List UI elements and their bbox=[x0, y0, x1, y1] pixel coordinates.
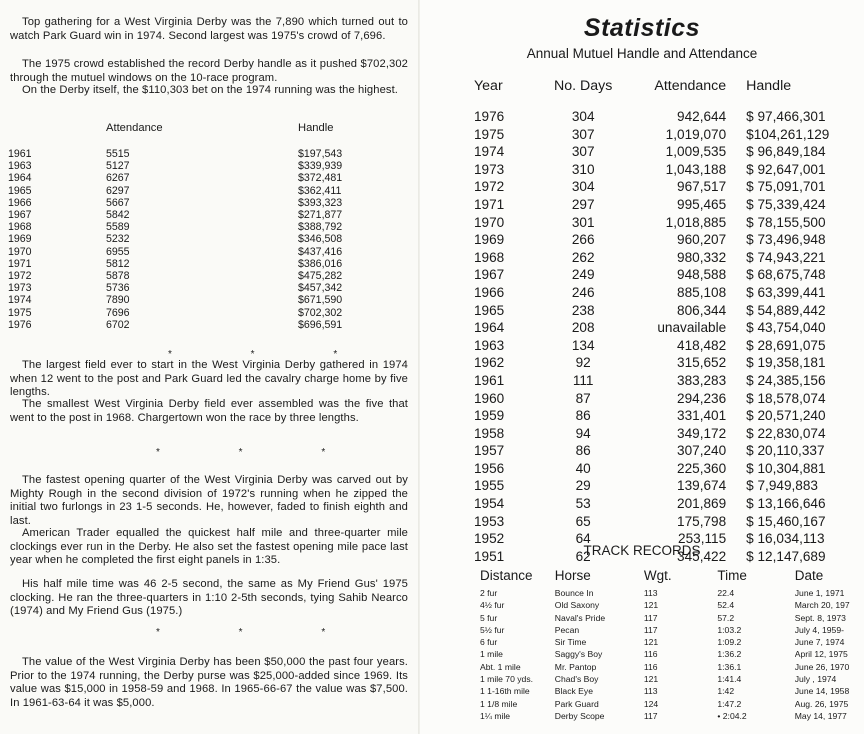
table-cell: 1974 bbox=[474, 144, 505, 160]
table-cell: 5812 bbox=[106, 257, 130, 270]
table-cell: 1973 bbox=[8, 282, 32, 295]
table-cell: 65 bbox=[575, 513, 591, 529]
table-cell: 294,236 bbox=[677, 390, 727, 406]
paragraph-derby-bet: On the Derby itself, the $110,303 bet on the 1974 running was the highest. bbox=[22, 84, 399, 96]
section-separator: * * * bbox=[156, 627, 364, 638]
table-cell: 1:03.2 bbox=[717, 624, 742, 635]
table-cell: $ 16,034,113 bbox=[746, 531, 825, 547]
table-cell: 1957 bbox=[474, 443, 505, 459]
table-cell: 1964 bbox=[8, 172, 32, 185]
table-cell: 980,332 bbox=[677, 249, 727, 265]
table-cell: June 14, 1958 bbox=[794, 686, 850, 697]
table-row bbox=[474, 390, 864, 408]
table-cell: 1958 bbox=[474, 425, 505, 441]
paragraph-record-handle: The 1975 crowd established the record Derby handle as it pushed $702,302 through the mutuel windows on the 10-race program. bbox=[10, 58, 408, 84]
table-cell: 1962 bbox=[474, 355, 505, 371]
table-cell: 5878 bbox=[106, 270, 130, 283]
table-row bbox=[480, 624, 864, 636]
table-cell: $ 78,155,500 bbox=[746, 214, 826, 230]
table-cell: $ 13,166,646 bbox=[746, 496, 826, 512]
table-cell: Saggy's Boy bbox=[554, 649, 603, 660]
table-header-row bbox=[474, 78, 864, 108]
table-cell: $ 43,754,040 bbox=[746, 320, 826, 336]
right-page bbox=[420, 0, 864, 734]
table-cell: 113 bbox=[643, 588, 658, 598]
table-cell: July 4, 1959- bbox=[794, 624, 844, 635]
table-cell: 1976 bbox=[8, 318, 32, 331]
table-cell: 1,043,188 bbox=[665, 161, 727, 177]
table-cell: June 7, 1974 bbox=[794, 637, 845, 648]
table-cell: 307 bbox=[571, 144, 595, 160]
table-cell: 307,240 bbox=[677, 443, 727, 459]
table-row bbox=[8, 294, 398, 306]
table-cell: 6297 bbox=[106, 184, 130, 197]
table-row bbox=[474, 214, 864, 232]
table-cell: 1974 bbox=[8, 294, 32, 307]
table-cell: 310 bbox=[571, 161, 595, 177]
table-cell: 1968 bbox=[474, 249, 505, 265]
table-cell: $ 20,571,240 bbox=[746, 408, 826, 424]
table-cell: 117 bbox=[643, 624, 658, 635]
table-cell: 304 bbox=[571, 109, 595, 124]
table-cell: 1961 bbox=[8, 148, 32, 160]
table-cell: $197,543 bbox=[298, 148, 343, 160]
page-subtitle: Annual Mutuel Handle and Attendance bbox=[526, 46, 758, 61]
table-cell: 315,652 bbox=[677, 355, 727, 371]
table-row bbox=[8, 160, 398, 172]
table-cell: 5589 bbox=[106, 221, 130, 234]
paragraph-largest-field: The largest field ever to start in the West Virginia Derby gathered in 1974 when 12 went to the post and Park Guard led the cavalry charge home by five lengths. bbox=[10, 359, 408, 399]
table-cell: $ 12,147,689 bbox=[746, 548, 826, 564]
table-cell: 62 bbox=[575, 548, 591, 564]
table-cell: $ 24,385,156 bbox=[746, 372, 826, 388]
table-cell: 5842 bbox=[106, 209, 130, 222]
table-cell: 238 bbox=[571, 302, 595, 318]
paragraph-smallest-field: The smallest West Virginia Derby field ever assembled was the five that went to the post in 1968. Chargertown won the race by three lengths. bbox=[10, 398, 408, 424]
table-cell: 5127 bbox=[106, 160, 130, 173]
table-cell: 1¼ mile bbox=[480, 710, 511, 721]
table-cell: $ 63,399,441 bbox=[746, 284, 826, 300]
mutuel-handle-table bbox=[474, 78, 864, 565]
table-cell: 942,644 bbox=[677, 109, 727, 124]
table-cell: $ 22,830,074 bbox=[746, 425, 826, 441]
table-cell: $ 15,460,167 bbox=[746, 513, 826, 529]
table-cell: 116 bbox=[643, 649, 658, 660]
table-cell: Black Eye bbox=[554, 686, 593, 697]
table-row bbox=[474, 477, 864, 495]
table-cell: 4½ fur bbox=[480, 600, 505, 611]
table-cell: June 1, 1971 bbox=[794, 588, 845, 598]
attendance-header: Attendance bbox=[654, 78, 727, 94]
table-cell: $ 18,578,074 bbox=[746, 390, 826, 406]
record-rows bbox=[480, 587, 864, 722]
table-row bbox=[480, 698, 864, 710]
table-cell: $671,590 bbox=[298, 294, 343, 307]
table-cell: $ 96,849,184 bbox=[746, 144, 826, 160]
table-cell: $ 75,339,424 bbox=[746, 196, 826, 212]
table-cell: 1969 bbox=[8, 233, 32, 246]
table-cell: $437,416 bbox=[298, 245, 343, 258]
left-page bbox=[0, 0, 420, 734]
table-row bbox=[474, 337, 864, 355]
table-cell: Abt. 1 mile bbox=[480, 661, 521, 672]
table-cell: $ 10,304,881 bbox=[746, 460, 826, 476]
table-cell: Pecan bbox=[554, 624, 580, 635]
table-cell: 1969 bbox=[474, 232, 505, 248]
table-cell: 246 bbox=[571, 284, 595, 300]
table-cell: 29 bbox=[575, 478, 591, 494]
table-cell: $475,282 bbox=[298, 270, 343, 283]
table-row bbox=[474, 495, 864, 513]
table-cell: 22.4 bbox=[717, 588, 735, 598]
table-cell: 1971 bbox=[8, 257, 32, 270]
table-cell: 1:36.1 bbox=[717, 661, 742, 672]
table-cell: $362,411 bbox=[298, 184, 342, 197]
table-cell: 1961 bbox=[474, 372, 505, 388]
table-cell: 1,009,535 bbox=[665, 144, 727, 160]
section-separator: * * * bbox=[168, 349, 376, 360]
table-cell: 1:42 bbox=[717, 686, 735, 697]
table-cell: 1965 bbox=[474, 302, 505, 318]
table-cell: 253,115 bbox=[678, 531, 727, 547]
table-cell: March 20, 197 bbox=[794, 600, 850, 611]
table-header-row bbox=[8, 122, 398, 148]
table-cell: 121 bbox=[643, 637, 659, 648]
table-cell: $ 54,889,442 bbox=[746, 302, 826, 318]
table-cell: July , 1974 bbox=[794, 674, 837, 685]
table-row bbox=[8, 172, 398, 184]
table-cell: 121 bbox=[643, 600, 659, 611]
table-cell: 57.2 bbox=[717, 612, 735, 623]
distance-header: Distance bbox=[480, 568, 533, 583]
table-cell: Bounce In bbox=[554, 588, 594, 598]
table-cell: Sept. 8, 1973 bbox=[794, 612, 846, 623]
table-cell: 111 bbox=[572, 372, 594, 388]
paragraph-american-trader: American Trader equalled the quickest half mile and three-quarter mile clockings ever run in the Derby. He also set the fastest opening mile pace last year when he completed the first eight panels in 1:35. bbox=[10, 527, 408, 567]
table-cell: $393,323 bbox=[298, 196, 343, 209]
table-cell: $ 28,691,075 bbox=[746, 337, 826, 353]
table-cell: 1 mile bbox=[480, 649, 503, 660]
table-cell: 5232 bbox=[106, 233, 130, 246]
table-cell: $ 75,091,701 bbox=[746, 179, 826, 195]
table-cell: $ 20,110,337 bbox=[746, 443, 825, 459]
table-cell: Naval's Pride bbox=[554, 612, 606, 623]
table-row bbox=[8, 233, 398, 245]
paragraph-fastest-quarter: The fastest opening quarter of the West Virginia Derby was carved out by Mighty Rough in the second division of 1972's running when he zipped the initial two furlongs in 23 1-5 seconds. He, however, faded to finish eighth and last. bbox=[10, 474, 408, 527]
table-cell: 297 bbox=[571, 196, 595, 212]
table-cell: 139,674 bbox=[677, 478, 727, 494]
table-row bbox=[480, 599, 864, 611]
table-cell: 94 bbox=[575, 425, 591, 441]
table-cell: Mr. Pantop bbox=[554, 661, 597, 672]
table-row bbox=[8, 270, 398, 282]
table-cell: June 26, 1970 bbox=[794, 661, 850, 672]
table-cell: 64 bbox=[575, 531, 591, 547]
table-cell: Park Guard bbox=[554, 698, 599, 709]
table-row bbox=[8, 148, 398, 160]
table-cell: 1:41.4 bbox=[717, 674, 742, 685]
table-cell: 1959 bbox=[474, 408, 505, 424]
table-cell: 1960 bbox=[474, 390, 505, 406]
table-cell: 383,283 bbox=[677, 372, 727, 388]
table-cell: 995,465 bbox=[677, 196, 727, 212]
table-cell: 117 bbox=[643, 612, 658, 623]
table-cell: 885,108 bbox=[677, 284, 727, 300]
table-cell: 134 bbox=[571, 337, 595, 353]
table-cell: 124 bbox=[643, 698, 659, 709]
table-row bbox=[480, 661, 864, 673]
table-row bbox=[8, 209, 398, 221]
table-cell: Chad's Boy bbox=[554, 674, 599, 685]
table-cell: $ 68,675,748 bbox=[746, 267, 826, 283]
table-header-row bbox=[480, 568, 864, 587]
table-cell: 6702 bbox=[106, 318, 130, 331]
attendance-rows bbox=[8, 148, 398, 331]
table-cell: $ 92,647,001 bbox=[746, 161, 826, 177]
table-cell: unavailable bbox=[657, 320, 727, 336]
table-cell: 92 bbox=[575, 355, 591, 371]
table-cell: 1963 bbox=[474, 337, 505, 353]
table-cell: 1963 bbox=[8, 160, 32, 173]
table-cell: $ 7,949,883 bbox=[746, 478, 818, 494]
table-cell: 1971 bbox=[474, 196, 505, 212]
page-title: Statistics bbox=[583, 14, 701, 42]
table-cell: 175,798 bbox=[677, 513, 727, 529]
derby-attendance-table bbox=[8, 122, 398, 331]
table-cell: 5736 bbox=[106, 282, 130, 295]
table-row bbox=[474, 284, 864, 302]
table-cell: 6267 bbox=[106, 172, 130, 185]
table-row bbox=[474, 231, 864, 249]
table-cell: 1973 bbox=[474, 161, 505, 177]
table-row bbox=[8, 319, 398, 331]
table-row bbox=[8, 246, 398, 258]
table-cell: 1:47.2 bbox=[717, 698, 742, 709]
table-row bbox=[474, 372, 864, 390]
table-cell: 113 bbox=[643, 686, 658, 697]
table-cell: 1955 bbox=[474, 478, 505, 494]
table-cell: 116 bbox=[643, 661, 658, 672]
table-cell: $339,939 bbox=[298, 160, 343, 173]
table-cell: 1953 bbox=[474, 513, 505, 529]
handle-header: Handle bbox=[298, 122, 334, 134]
table-row bbox=[474, 196, 864, 214]
table-cell: 1967 bbox=[474, 267, 505, 283]
table-row bbox=[8, 221, 398, 233]
table-row bbox=[474, 178, 864, 196]
table-cell: $457,342 bbox=[298, 282, 343, 295]
table-cell: 1,019,070 bbox=[665, 126, 727, 142]
table-cell: 1 1/8 mile bbox=[480, 698, 518, 709]
handle-rows bbox=[474, 108, 864, 565]
date-header: Date bbox=[794, 568, 824, 583]
table-cell: $ 97,466,301 bbox=[746, 109, 826, 124]
table-row bbox=[8, 282, 398, 294]
table-cell: Old Saxony bbox=[554, 600, 600, 611]
year-header: Year bbox=[474, 78, 503, 94]
table-cell: $271,877 bbox=[298, 209, 343, 222]
table-cell: $696,591 bbox=[298, 318, 343, 331]
table-cell: Sir Time bbox=[554, 637, 587, 648]
table-cell: 225,360 bbox=[677, 460, 727, 476]
attendance-header: Attendance bbox=[106, 122, 163, 134]
table-cell: 1964 bbox=[474, 320, 505, 336]
table-row bbox=[474, 126, 864, 144]
table-cell: 262 bbox=[571, 249, 595, 265]
paragraph-top-gathering: Top gathering for a West Virginia Derby was the 7,890 which turned out to watch Park Guard win in 1974. Second largest was 1975's crowd of 7,696. bbox=[10, 16, 408, 42]
table-cell: 304 bbox=[571, 179, 595, 195]
table-cell: 2 fur bbox=[480, 588, 498, 598]
table-cell: 1968 bbox=[8, 221, 32, 234]
track-records-title: TRACK RECORDS bbox=[583, 543, 701, 558]
table-row bbox=[474, 513, 864, 531]
table-cell: 948,588 bbox=[677, 267, 727, 283]
table-cell: 345,422 bbox=[677, 548, 727, 564]
table-cell: $ 73,496,948 bbox=[746, 232, 826, 248]
table-cell: • 2:04.2 bbox=[717, 710, 747, 721]
table-cell: 249 bbox=[571, 267, 595, 283]
table-cell: Derby Scope bbox=[554, 710, 605, 721]
table-row bbox=[480, 648, 864, 660]
table-cell: 1972 bbox=[8, 270, 32, 283]
table-cell: $ 19,358,181 bbox=[746, 355, 826, 371]
table-cell: 1 mile 70 yds. bbox=[480, 674, 534, 685]
paragraph-half-mile: His half mile time was 46 2-5 second, the same as My Friend Gus' 1975 clocking. He ran the three-quarters in 1:10 2-5th seconds, tying Sahib Nearco (1974) and My Friend Gus (1975.) bbox=[10, 578, 408, 618]
table-row bbox=[480, 710, 864, 722]
table-row bbox=[480, 636, 864, 648]
table-cell: 7696 bbox=[106, 306, 130, 319]
track-records-table bbox=[480, 568, 864, 722]
table-cell: 52.4 bbox=[717, 600, 735, 611]
table-row bbox=[474, 249, 864, 267]
table-cell: 86 bbox=[575, 443, 591, 459]
table-cell: 418,482 bbox=[677, 337, 727, 353]
table-row bbox=[8, 258, 398, 270]
table-row bbox=[474, 407, 864, 425]
paragraph-derby-value: The value of the West Virginia Derby has been $50,000 the past four years. Prior to the 1974 running, the Derby purse was $25,000-added since 1969. Its value was $15,000 in 1958-59 and 1968. In 1965-66-67 the value was $7,500. In 1961-63-64 it was $5,000. bbox=[10, 656, 408, 709]
horse-header: Horse bbox=[554, 568, 591, 583]
table-cell: 301 bbox=[571, 214, 595, 230]
table-cell: $702,302 bbox=[298, 306, 343, 319]
table-cell: 5 fur bbox=[480, 612, 498, 623]
table-cell: 6955 bbox=[106, 245, 130, 258]
table-cell: 1951 bbox=[474, 548, 505, 564]
table-cell: 1965 bbox=[8, 184, 32, 197]
days-header: No. Days bbox=[554, 78, 613, 94]
table-cell: May 14, 1977 bbox=[794, 710, 847, 721]
table-cell: 806,344 bbox=[677, 302, 727, 318]
table-cell: 117 bbox=[643, 710, 658, 721]
table-cell: 1956 bbox=[474, 460, 505, 476]
section-separator: * * * bbox=[156, 447, 364, 458]
table-cell: 5515 bbox=[106, 148, 130, 160]
table-row bbox=[474, 108, 864, 126]
table-cell: $ 74,943,221 bbox=[746, 249, 826, 265]
table-cell: $372,481 bbox=[298, 172, 343, 185]
table-cell: 1 1-16th mile bbox=[480, 686, 530, 697]
table-cell: 1972 bbox=[474, 179, 505, 195]
table-cell: $104,261,129 bbox=[746, 126, 830, 142]
table-cell: 1967 bbox=[8, 209, 32, 222]
table-cell: 1970 bbox=[474, 214, 505, 230]
table-cell: 208 bbox=[571, 320, 595, 336]
table-cell: 1954 bbox=[474, 496, 505, 512]
table-cell: 6 fur bbox=[480, 637, 498, 648]
table-cell: 331,401 bbox=[677, 408, 727, 424]
table-cell: $386,016 bbox=[298, 257, 343, 270]
table-row bbox=[8, 197, 398, 209]
table-cell: 121 bbox=[643, 674, 659, 685]
table-row bbox=[474, 143, 864, 161]
table-cell: 86 bbox=[575, 408, 591, 424]
table-cell: 1970 bbox=[8, 245, 32, 258]
table-cell: 266 bbox=[571, 232, 595, 248]
table-cell: 53 bbox=[575, 496, 591, 512]
table-cell: 7890 bbox=[106, 294, 130, 307]
table-row bbox=[474, 442, 864, 460]
table-row bbox=[474, 161, 864, 179]
table-cell: 960,207 bbox=[677, 232, 727, 248]
table-cell: 5½ fur bbox=[480, 624, 505, 635]
table-cell: 1966 bbox=[8, 196, 32, 209]
table-row bbox=[480, 685, 864, 697]
table-row bbox=[474, 425, 864, 443]
table-cell: 201,869 bbox=[677, 496, 727, 512]
table-row bbox=[474, 319, 864, 337]
table-cell: 1975 bbox=[8, 306, 32, 319]
table-cell: Aug. 26, 1975 bbox=[794, 698, 849, 709]
table-cell: April 12, 1975 bbox=[794, 649, 848, 660]
table-row bbox=[474, 302, 864, 320]
handle-header: Handle bbox=[746, 78, 792, 94]
table-cell: 1:09.2 bbox=[717, 637, 742, 648]
table-cell: 87 bbox=[575, 390, 591, 406]
table-row bbox=[480, 587, 864, 599]
table-row bbox=[474, 266, 864, 284]
table-cell: 1:36.2 bbox=[717, 649, 742, 660]
table-cell: $346,508 bbox=[298, 233, 343, 246]
weight-header: Wgt. bbox=[643, 568, 672, 583]
table-cell: 307 bbox=[571, 126, 595, 142]
table-cell: 1966 bbox=[474, 284, 505, 300]
table-cell: 1976 bbox=[474, 109, 505, 124]
table-cell: 1975 bbox=[474, 126, 505, 142]
table-cell: 349,172 bbox=[677, 425, 727, 441]
table-row bbox=[480, 673, 864, 685]
table-cell: 1952 bbox=[474, 531, 505, 547]
table-row bbox=[474, 460, 864, 478]
table-row bbox=[474, 354, 864, 372]
table-cell: 1,018,885 bbox=[665, 214, 727, 230]
time-header: Time bbox=[717, 568, 747, 583]
table-cell: 967,517 bbox=[677, 179, 727, 195]
table-cell: $388,792 bbox=[298, 221, 343, 234]
table-cell: 40 bbox=[575, 460, 591, 476]
table-row bbox=[8, 185, 398, 197]
table-row bbox=[8, 307, 398, 319]
table-row bbox=[480, 612, 864, 624]
table-cell: 5667 bbox=[106, 196, 130, 209]
